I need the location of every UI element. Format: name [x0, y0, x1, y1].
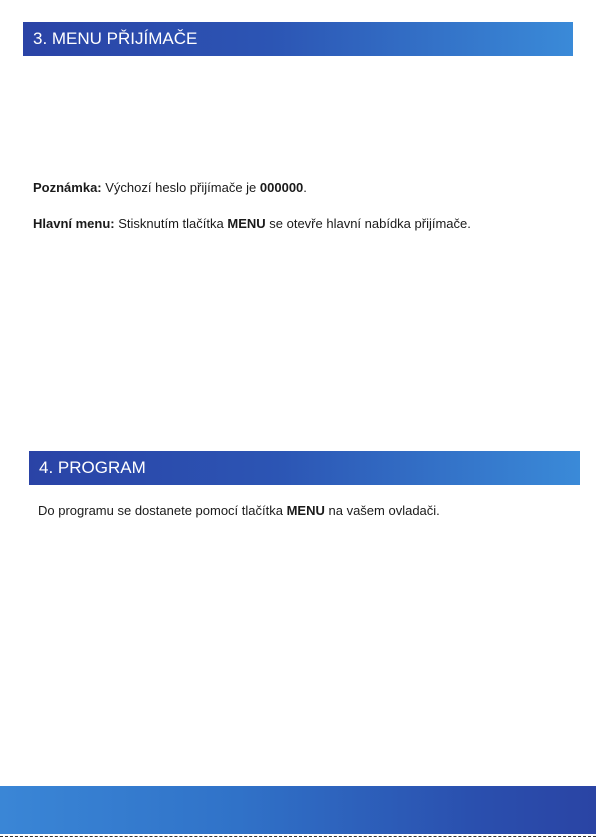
main-menu-label: Hlavní menu: [33, 216, 115, 231]
section-title: 3. MENU PŘIJÍMAČE [33, 29, 198, 48]
footer-band [0, 786, 596, 834]
menu-key-name: MENU [227, 216, 266, 231]
note-end: . [303, 180, 307, 195]
note-paragraph [33, 180, 307, 196]
main-menu-text-before: Stisknutím tlačítka [118, 216, 224, 231]
menu-key-name: MENU [286, 503, 325, 518]
program-text-before: Do programu se dostanete pomocí tlačítka [38, 503, 283, 518]
main-menu-paragraph [33, 216, 471, 232]
footer-dashed-divider [0, 836, 596, 837]
section-title: 4. PROGRAM [39, 458, 146, 477]
note-text: Výchozí heslo přijímače je [105, 180, 257, 195]
section-header-menu [23, 22, 573, 56]
default-password: 000000 [259, 180, 304, 195]
program-paragraph [38, 503, 440, 519]
program-text-after: na vašem ovladači. [328, 503, 440, 518]
main-menu-text-after: se otevře hlavní nabídka přijímače. [269, 216, 471, 231]
note-label: Poznámka: [33, 180, 102, 195]
section-header-program [29, 451, 580, 485]
